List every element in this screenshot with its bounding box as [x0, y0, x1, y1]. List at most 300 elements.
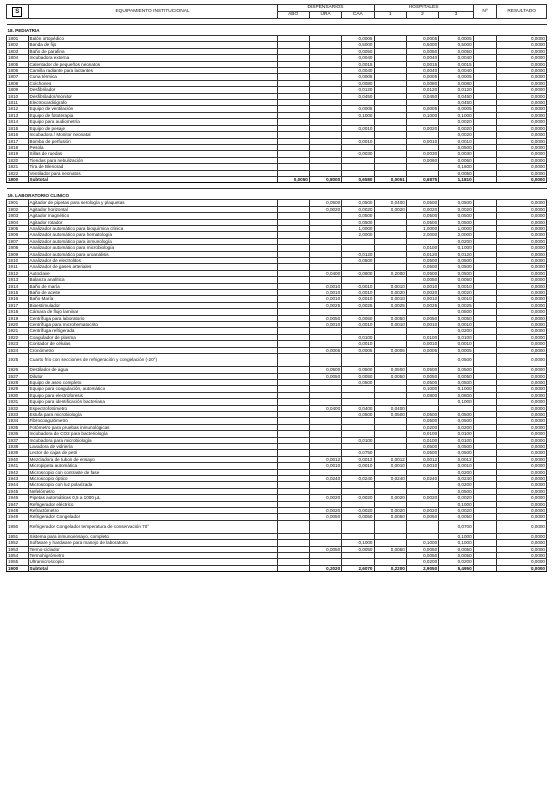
row-h3: 0,0450: [439, 100, 474, 106]
row-h3: 0,1000: [439, 540, 474, 546]
row-name: Balanza analítica: [28, 277, 277, 283]
subtotal-name: Subtotal: [28, 176, 277, 182]
row-ura: 0,0050: [309, 514, 341, 520]
subtotal-h3: 5,4950: [439, 565, 474, 571]
row-h2: 2,0000: [406, 232, 438, 238]
row-caa: [342, 520, 374, 533]
row-name: Equipo para electroforesis: [28, 392, 277, 398]
row-ura: 0,0010: [309, 296, 341, 302]
row-h2: 0,0100: [406, 245, 438, 251]
row-h1: 0,0500: [374, 367, 406, 373]
row-h3: 0,0500: [439, 354, 474, 367]
row-resultado: 0,0000: [497, 546, 547, 552]
row-code: 1813: [7, 112, 29, 118]
row-name: Fibrocoagulómetro: [28, 418, 277, 424]
row-name: Analizador automático para hematología: [28, 232, 277, 238]
row-code: 1952: [7, 540, 29, 546]
row-h3: 0,0700: [439, 520, 474, 533]
row-h3: 0,0050: [439, 546, 474, 552]
row-code: 1946: [7, 495, 29, 501]
row-h3: 0,0050: [439, 553, 474, 559]
row-caa: 0,0010: [342, 296, 374, 302]
row-name: Cronómetro: [28, 347, 277, 353]
row-name: Equipo de ventilación: [28, 106, 277, 112]
row-code: 1819: [7, 151, 29, 157]
row-resultado: 0,0000: [497, 354, 547, 367]
row-resultado: 0,0000: [497, 157, 547, 163]
row-h1: 0,0020: [374, 508, 406, 514]
row-h3: 0,0010: [439, 463, 474, 469]
row-ura: [309, 354, 341, 367]
row-code: 1812: [7, 106, 29, 112]
row-caa: 0,0400: [342, 405, 374, 411]
row-h3: 0,1000: [439, 501, 474, 507]
row-h3: 0,0450: [439, 93, 474, 99]
header-row-groups: [7, 5, 547, 12]
row-h3: 1,0000: [439, 225, 474, 231]
row-h2: 0,0005: [406, 74, 438, 80]
row-name: Analizador automático para uroanálisis: [28, 251, 277, 257]
row-name: Baño de parafina: [28, 48, 277, 54]
row-code: 1954: [7, 553, 29, 559]
row-code: 1947: [7, 501, 29, 507]
row-code: 1907: [7, 238, 29, 244]
row-code: 1902: [7, 206, 29, 212]
row-h1: 0,0050: [374, 514, 406, 520]
row-h2: 0,0500: [406, 450, 438, 456]
row-code: 1808: [7, 80, 29, 86]
row-name: Analizador de electrolitos: [28, 258, 277, 264]
row-caa: 0,0240: [342, 476, 374, 482]
row-ura: [309, 520, 341, 533]
row-name: Calentador de pequeños neonatos: [28, 61, 277, 67]
row-h3: 0,0005: [439, 36, 474, 42]
row-h3: 0,1000: [439, 386, 474, 392]
row-h3: 0,0120: [439, 87, 474, 93]
row-code: 1909: [7, 251, 29, 257]
row-h3: 0,0500: [439, 258, 474, 264]
row-code: 1941: [7, 463, 29, 469]
row-caa: 0,0005: [342, 347, 374, 353]
row-h3: 0,0500: [439, 379, 474, 385]
row-h3: 0,0050: [439, 48, 474, 54]
row-h2: 0,1000: [406, 386, 438, 392]
row-resultado: 0,0000: [497, 514, 547, 520]
row-resultado: 0,0000: [497, 48, 547, 54]
row-name: Ventilador para neonatos: [28, 170, 277, 176]
row-name: Refrigerador Congelador: [28, 514, 277, 520]
row-name: Micropipeta automática: [28, 463, 277, 469]
row-code: 1913: [7, 277, 29, 283]
subtotal-abo: [277, 565, 309, 571]
row-h2: 0,0005: [406, 347, 438, 353]
row-name: Equipo para audiometría: [28, 119, 277, 125]
row-code: 1950: [7, 520, 29, 533]
row-code: 1805: [7, 61, 29, 67]
row-caa: 0,0010: [342, 341, 374, 347]
row-h1: 0,0020: [374, 290, 406, 296]
row-code: 1935: [7, 424, 29, 430]
row-code: 1938: [7, 443, 29, 449]
row-h1: 0,0012: [374, 456, 406, 462]
row-h3: 0,0100: [439, 334, 474, 340]
row-resultado: 0,0000: [497, 219, 547, 225]
row-resultado: 0,0000: [497, 424, 547, 430]
row-h3: 0,0500: [439, 367, 474, 373]
row-resultado: 0,0000: [497, 476, 547, 482]
row-h2: 0,0240: [406, 476, 438, 482]
row-name: Cuna térmica: [28, 74, 277, 80]
row-code: 1814: [7, 119, 29, 125]
row-h3: 0,0010: [439, 322, 474, 328]
row-resultado: 0,0000: [497, 296, 547, 302]
row-code: 1930: [7, 392, 29, 398]
equipment-table: [6, 4, 547, 572]
row-name: Sistema para inmunoensayo, completo: [28, 533, 277, 539]
row-h3: 0,0500: [439, 213, 474, 219]
equipment-sheet: [6, 4, 547, 572]
row-code: 1955: [7, 559, 29, 565]
row-name: Baño de maría: [28, 283, 277, 289]
row-code: 1926: [7, 367, 29, 373]
row-code: 1821: [7, 164, 29, 170]
row-code: 1901: [7, 200, 29, 206]
row-h2: 0,0050: [406, 48, 438, 54]
subtotal-caa: 0,6580: [342, 176, 374, 182]
row-h2: 0,0020: [406, 495, 438, 501]
row-caa: 0,0500: [342, 200, 374, 206]
row-h3: 0,0500: [439, 443, 474, 449]
row-code: 1820: [7, 157, 29, 163]
row-h2: 0,0500: [406, 270, 438, 276]
row-code: 1919: [7, 315, 29, 321]
row-code: 1915: [7, 290, 29, 296]
subtotal-ura: 0,8000: [309, 176, 341, 182]
row-code: 1914: [7, 283, 29, 289]
row-name: Pipetas automáticas 0,5 a 1000 µL: [28, 495, 277, 501]
row-h2: 0,0012: [406, 456, 438, 462]
row-code: 1924: [7, 347, 29, 353]
row-h3: 0,0010: [439, 341, 474, 347]
row-name: Microscopio óptico: [28, 476, 277, 482]
row-h2: 0,0080: [406, 80, 438, 86]
row-name: Balón ortopédico: [28, 36, 277, 42]
row-resultado: 0,0000: [497, 251, 547, 257]
row-resultado: 0,0000: [497, 164, 547, 170]
row-caa: 0,0025: [342, 302, 374, 308]
row-h2: 0,0010: [406, 322, 438, 328]
row-caa: 0,0010: [342, 138, 374, 144]
row-h3: 0,0010: [439, 283, 474, 289]
row-code: 1953: [7, 546, 29, 552]
row-code: 1931: [7, 399, 29, 405]
row-caa: 0,0050: [342, 514, 374, 520]
row-caa: 0,0800: [342, 270, 374, 276]
subtotal-h3: 1,1810: [439, 176, 474, 182]
row-code: 1802: [7, 42, 29, 48]
row-name: Contador de células: [28, 341, 277, 347]
row-name: Analizador de gases arteriales: [28, 264, 277, 270]
row-resultado: 0,0000: [497, 418, 547, 424]
subtotal-h2: 0,6875: [406, 176, 438, 182]
row-name: Refrigerador Congelador temperatura de conservación 70°: [28, 520, 277, 533]
section-title: 18. PEDIATRIA: [7, 25, 547, 36]
row-code: 1933: [7, 411, 29, 417]
row-name: Incubadora / Monitor neonatal: [28, 132, 277, 138]
row-h2: 0,0500: [406, 213, 438, 219]
row-caa: 0,0010: [342, 290, 374, 296]
row-code: 1811: [7, 100, 29, 106]
row-resultado: 0,0000: [497, 553, 547, 559]
row-resultado: 0,0000: [497, 68, 547, 74]
row-caa: 0,0010: [342, 463, 374, 469]
row-resultado: 0,0000: [497, 488, 547, 494]
logo-icon: Ś: [12, 7, 22, 17]
row-h2: 0,0020: [406, 125, 438, 131]
row-caa: 0,5000: [342, 42, 374, 48]
row-caa: 0,0100: [342, 334, 374, 340]
row-resultado: 0,0000: [497, 302, 547, 308]
row-h2: 0,0200: [406, 559, 438, 565]
row-caa: 2,0000: [342, 232, 374, 238]
row-caa: 0,0050: [342, 373, 374, 379]
row-code: 1911: [7, 264, 29, 270]
row-h3: 0,0500: [439, 411, 474, 417]
row-h1: 0,0005: [374, 347, 406, 353]
row-name: Sillas de ruedas: [28, 151, 277, 157]
section-title-row: [7, 25, 547, 36]
row-name: Dilutor: [28, 373, 277, 379]
row-h1: 0,0050: [374, 546, 406, 552]
row-h2: 0,0025: [406, 302, 438, 308]
row-ura: 0,0050: [309, 315, 341, 321]
row-resultado: 0,0000: [497, 125, 547, 131]
row-h3: 0,0020: [439, 206, 474, 212]
row-h3: 0,1000: [439, 112, 474, 118]
row-code: 1807: [7, 74, 29, 80]
row-h3: 0,0005: [439, 106, 474, 112]
row-ura: 0,0010: [309, 290, 341, 296]
row-h2: 0,1000: [406, 112, 438, 118]
subtotal-h2: 2,9050: [406, 565, 438, 571]
section-title-row: [7, 189, 547, 200]
row-name: Tiendas para nebulización: [28, 157, 277, 163]
row-caa: 0,0450: [342, 93, 374, 99]
row-code: 1951: [7, 533, 29, 539]
row-h3: 0,0200: [439, 238, 474, 244]
row-name: Cámara de flujo laminar: [28, 309, 277, 315]
row-h3: 0,0200: [439, 559, 474, 565]
row-resultado: 0,0000: [497, 322, 547, 328]
row-h2: 0,0500: [406, 411, 438, 417]
col-ura: URA: [309, 12, 341, 19]
row-code: 1810: [7, 93, 29, 99]
row-name: Analizador automático para inmunología: [28, 238, 277, 244]
row-resultado: 0,0000: [497, 151, 547, 157]
row-resultado: 0,0000: [497, 225, 547, 231]
row-caa: 0,0050: [342, 48, 374, 54]
row-name: Equipo para coagulación, automático: [28, 386, 277, 392]
row-resultado: 0,0000: [497, 93, 547, 99]
row-h2: 0,0020: [406, 508, 438, 514]
row-caa: 0,0050: [342, 546, 374, 552]
row-ura: 0,0025: [309, 302, 341, 308]
row-resultado: 0,0000: [497, 463, 547, 469]
row-h3: 0,0200: [439, 469, 474, 475]
row-ura: 0,0010: [309, 322, 341, 328]
col-caa: CAA: [342, 12, 374, 19]
row-resultado: 0,0000: [497, 106, 547, 112]
group-hospitales: HOSPITALES: [374, 5, 473, 12]
row-h2: 0,0010: [406, 296, 438, 302]
row-ura: 0,0020: [309, 206, 341, 212]
row-resultado: 0,0000: [497, 87, 547, 93]
row-h3: 0,0020: [439, 508, 474, 514]
row-resultado: 0,0000: [497, 392, 547, 398]
row-h2: 0,0050: [406, 546, 438, 552]
row-name: Bioestimulador: [28, 302, 277, 308]
row-name: Equipo para identificación bacteriana: [28, 399, 277, 405]
row-code: 1912: [7, 270, 29, 276]
section-title: 19. LABORATORIO CLINICO: [7, 189, 547, 200]
row-resultado: 0,0000: [497, 411, 547, 417]
row-caa: 0,0500: [342, 411, 374, 417]
row-caa: 0,0020: [342, 495, 374, 501]
row-caa: 0,0500: [342, 219, 374, 225]
row-h2: 0,0450: [406, 93, 438, 99]
row-code: 1948: [7, 508, 29, 514]
row-h3: 0,0020: [439, 132, 474, 138]
row-name: Banda de fijo: [28, 42, 277, 48]
row-h1: 0,0500: [374, 411, 406, 417]
row-caa: [342, 354, 374, 367]
row-h3: 0,1600: [439, 164, 474, 170]
row-name: Termohigrómetro: [28, 553, 277, 559]
row-h1: 0,0010: [374, 463, 406, 469]
row-h3: 0,0025: [439, 302, 474, 308]
row-resultado: 0,0000: [497, 74, 547, 80]
row-name: Agitador de pipetas para serología y plaquetas: [28, 200, 277, 206]
row-resultado: 0,0000: [497, 170, 547, 176]
row-name: Centrífuga refrigerada: [28, 328, 277, 334]
subtotal-ura: 0,2020: [309, 565, 341, 571]
subtotal-h1: 0,0051: [374, 176, 406, 182]
row-code: 1817: [7, 138, 29, 144]
row-code: 1908: [7, 245, 29, 251]
row-h3: 0,0020: [439, 495, 474, 501]
row-h3: 0,0500: [439, 488, 474, 494]
col-resultado: RESULTADO: [497, 5, 547, 19]
row-resultado: 0,0000: [497, 36, 547, 42]
row-h2: 0,0500: [406, 367, 438, 373]
row-code: 1906: [7, 232, 29, 238]
row-caa: 0,0015: [342, 61, 374, 67]
row-ura: 0,0400: [309, 405, 341, 411]
row-caa: 0,0005: [342, 36, 374, 42]
row-name: Desfibrilador: [28, 87, 277, 93]
col-h2: 2: [406, 12, 438, 19]
row-h2: 0,0030: [406, 151, 438, 157]
row-resultado: 0,0000: [497, 238, 547, 244]
row-h3: 0,0010: [439, 296, 474, 302]
row-resultado: 0,0000: [497, 270, 547, 276]
row-h2: 0,0100: [406, 334, 438, 340]
row-code: 1905: [7, 225, 29, 231]
row-h3: 0,0200: [439, 424, 474, 430]
row-code: 1918: [7, 309, 29, 315]
row-h1: 0,2000: [374, 270, 406, 276]
row-h2: 0,0040: [406, 68, 438, 74]
row-resultado: 0,0000: [497, 559, 547, 565]
row-h2: 0,0120: [406, 87, 438, 93]
row-code: 1945: [7, 488, 29, 494]
row-h3: 0,0040: [439, 55, 474, 61]
row-h2: 0,0500: [406, 379, 438, 385]
row-abo: [277, 354, 309, 367]
row-h2: 0,0010: [406, 341, 438, 347]
row-code: 1925: [7, 354, 29, 367]
subtotal-name: Subtotal: [28, 565, 277, 571]
row-resultado: 0,0000: [497, 315, 547, 321]
row-h3: 0,0050: [439, 277, 474, 283]
row-resultado: 0,0000: [497, 138, 547, 144]
row-resultado: 0,0000: [497, 100, 547, 106]
row-resultado: 0,0000: [497, 495, 547, 501]
row-ura: 0,0010: [309, 463, 341, 469]
row-ura: 0,0005: [309, 347, 341, 353]
row-h3: 0,0020: [439, 119, 474, 125]
subtotal-row: [7, 565, 547, 571]
row-h1: 0,0050: [374, 315, 406, 321]
table-row: [7, 354, 547, 367]
row-h2: 0,1000: [406, 540, 438, 546]
row-name: Incubadora de CO2 para bacteriología: [28, 431, 277, 437]
row-resultado: 0,0000: [497, 42, 547, 48]
row-name: Espectrofotómetro: [28, 405, 277, 411]
row-h1: 0,0020: [374, 206, 406, 212]
row-resultado: 0,0000: [497, 367, 547, 373]
row-n: [473, 520, 497, 533]
row-name: Analizador automático para microbiología: [28, 245, 277, 251]
subtotal-caa: 2,6070: [342, 565, 374, 571]
row-name: Incubadora para microbiología: [28, 437, 277, 443]
row-h3: 0,0020: [439, 290, 474, 296]
row-name: Equipo de pesaje: [28, 125, 277, 131]
row-caa: 0,0500: [342, 258, 374, 264]
row-code: 1815: [7, 125, 29, 131]
row-h2: [406, 354, 438, 367]
row-code: 1934: [7, 418, 29, 424]
row-resultado: 0,0000: [497, 386, 547, 392]
row-resultado: 0,0000: [497, 508, 547, 514]
row-h3: 0,0500: [439, 450, 474, 456]
row-code: 1928: [7, 379, 29, 385]
row-h2: 0,0500: [406, 443, 438, 449]
subtotal-h1: 0,2200: [374, 565, 406, 571]
row-resultado: 0,0000: [497, 80, 547, 86]
row-h3: 0,0200: [439, 482, 474, 488]
row-resultado: 0,0000: [497, 334, 547, 340]
row-h2: 0,0050: [406, 373, 438, 379]
row-resultado: 0,0000: [497, 132, 547, 138]
row-resultado: 0,0000: [497, 533, 547, 539]
row-name: Termo-ciclador: [28, 546, 277, 552]
row-code: 1916: [7, 296, 29, 302]
row-name: Cuarto frío con secciones de refrigeración y congelación (-20°): [28, 354, 277, 367]
row-h3: 0,1000: [439, 399, 474, 405]
row-resultado: 0,0000: [497, 112, 547, 118]
row-name: Equipo de fototerapia: [28, 112, 277, 118]
